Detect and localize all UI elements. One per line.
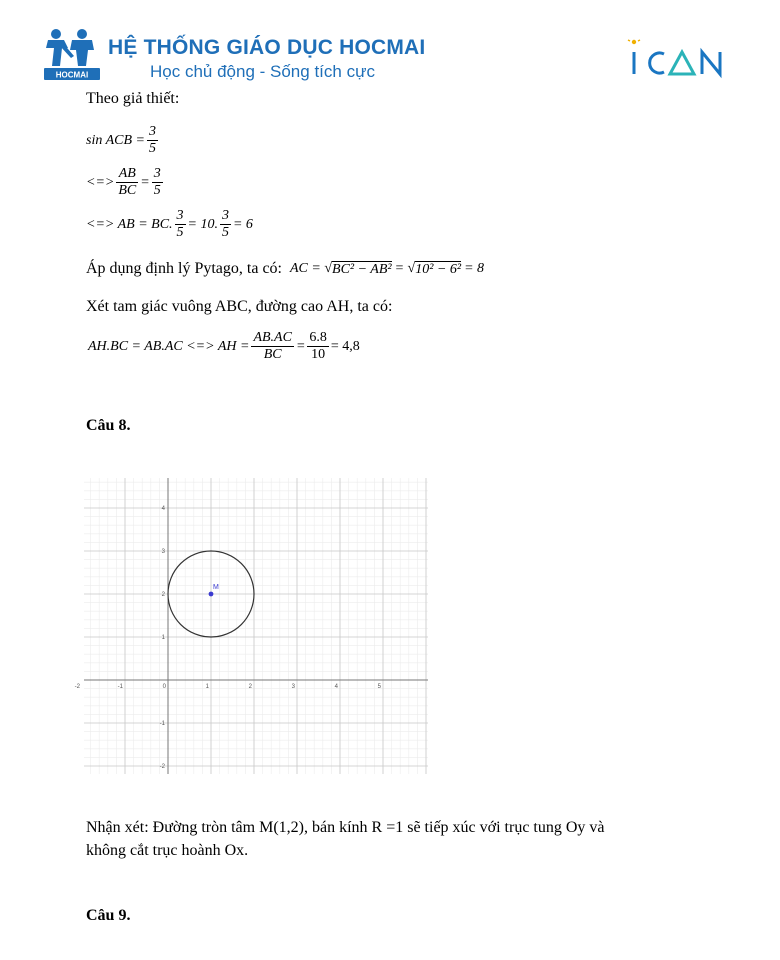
- center-point-label: M: [213, 584, 219, 591]
- pytago-formula-e: = 8: [464, 261, 485, 276]
- eq3-den-2: 5: [221, 225, 229, 240]
- eq2-equals: =: [140, 174, 150, 190]
- ah-lhs: AH.BC = AB.AC <=> AH =: [88, 338, 250, 354]
- eq3-prefix: <=> AB = BC.: [86, 216, 173, 232]
- hocmai-logo-icon: [44, 28, 100, 80]
- x-tick-label: 2: [248, 684, 252, 690]
- eq2-num-left: AB: [116, 166, 138, 183]
- question-8-heading: Câu 8.: [86, 417, 131, 434]
- y-tick-label: 4: [161, 506, 165, 512]
- pytago-formula-c: = √: [394, 261, 416, 276]
- remark-line-2: không cắt trục hoành Ox.: [86, 842, 249, 859]
- brand-title: HỆ THỐNG GIÁO DỤC HOCMAI: [108, 36, 426, 59]
- coordinate-graph: [74, 478, 428, 774]
- given-label: Theo giả thiết:: [86, 90, 180, 107]
- question-9-heading: Câu 9.: [86, 907, 131, 924]
- eq2-prefix: <=>: [86, 174, 115, 190]
- eq2-den-left: BC: [118, 183, 137, 198]
- ah-num-1: AB.AC: [253, 330, 292, 345]
- y-tick-label: -1: [159, 721, 165, 727]
- ah-fraction-2: [307, 330, 329, 363]
- pytago-formula-d: 10² − 6²: [415, 261, 462, 277]
- y-tick-label: 3: [161, 549, 165, 555]
- eq3-middle: = 10.: [187, 216, 218, 232]
- eq3-num-1: 3: [176, 208, 184, 223]
- ah-den-2: 10: [311, 347, 326, 362]
- equation-ratio: [86, 166, 165, 199]
- eq2-num-right: 3: [153, 166, 161, 181]
- eq1-fraction: [147, 124, 158, 157]
- ican-logo-icon: [626, 36, 730, 80]
- page-header: [0, 0, 780, 90]
- x-tick-label: 0: [162, 684, 166, 690]
- eq2-fraction-right: [152, 166, 163, 199]
- x-tick-label: -1: [117, 684, 123, 690]
- equation-ah: [88, 330, 360, 363]
- pytago-text: Áp dụng định lý Pytago, ta có:: [86, 260, 282, 277]
- pytago-formula-b: BC² − AB²: [332, 261, 392, 277]
- triangle-text: Xét tam giác vuông ABC, đường cao AH, ta có:: [86, 298, 393, 315]
- brand-slogan: Học chủ động - Sống tích cực: [150, 62, 375, 81]
- remark-line-1: Nhận xét: Đường tròn tâm M(1,2), bán kính R =1 sẽ tiếp xúc với trục tung Oy và: [86, 819, 605, 836]
- eq1-lhs: sin ACB =: [86, 132, 145, 148]
- eq2-fraction-left: [116, 166, 138, 199]
- ah-den-1: BC: [263, 347, 282, 362]
- eq3-end: = 6: [232, 216, 253, 232]
- eq3-fraction-1: [175, 208, 186, 241]
- x-tick-label: 4: [334, 684, 338, 690]
- ah-end: = 4,8: [330, 338, 360, 354]
- logo-text: HOCMAI: [55, 70, 89, 80]
- x-tick-label: 1: [205, 684, 209, 690]
- x-tick-label: 3: [291, 684, 295, 690]
- eq1-denominator: 5: [148, 141, 156, 156]
- eq3-num-2: 3: [221, 208, 229, 223]
- eq2-den-right: 5: [153, 183, 161, 198]
- y-tick-label: -2: [159, 764, 165, 770]
- ah-equals: =: [295, 338, 306, 354]
- ah-fraction-1: [251, 330, 294, 363]
- x-tick-label: 5: [377, 684, 381, 690]
- y-tick-label: 2: [161, 592, 165, 598]
- pytago-formula-a: AC = √: [289, 261, 333, 276]
- center-point: [209, 592, 214, 597]
- eq3-fraction-2: [220, 208, 231, 241]
- eq1-numerator: 3: [148, 124, 156, 139]
- x-tick-label: -2: [74, 684, 80, 690]
- eq3-den-1: 5: [176, 225, 184, 240]
- equation-ab: [86, 208, 253, 241]
- pytago-line: [86, 260, 484, 278]
- y-tick-label: 1: [161, 635, 165, 641]
- ah-num-2: 6.8: [309, 330, 327, 345]
- equation-sin: [86, 124, 160, 157]
